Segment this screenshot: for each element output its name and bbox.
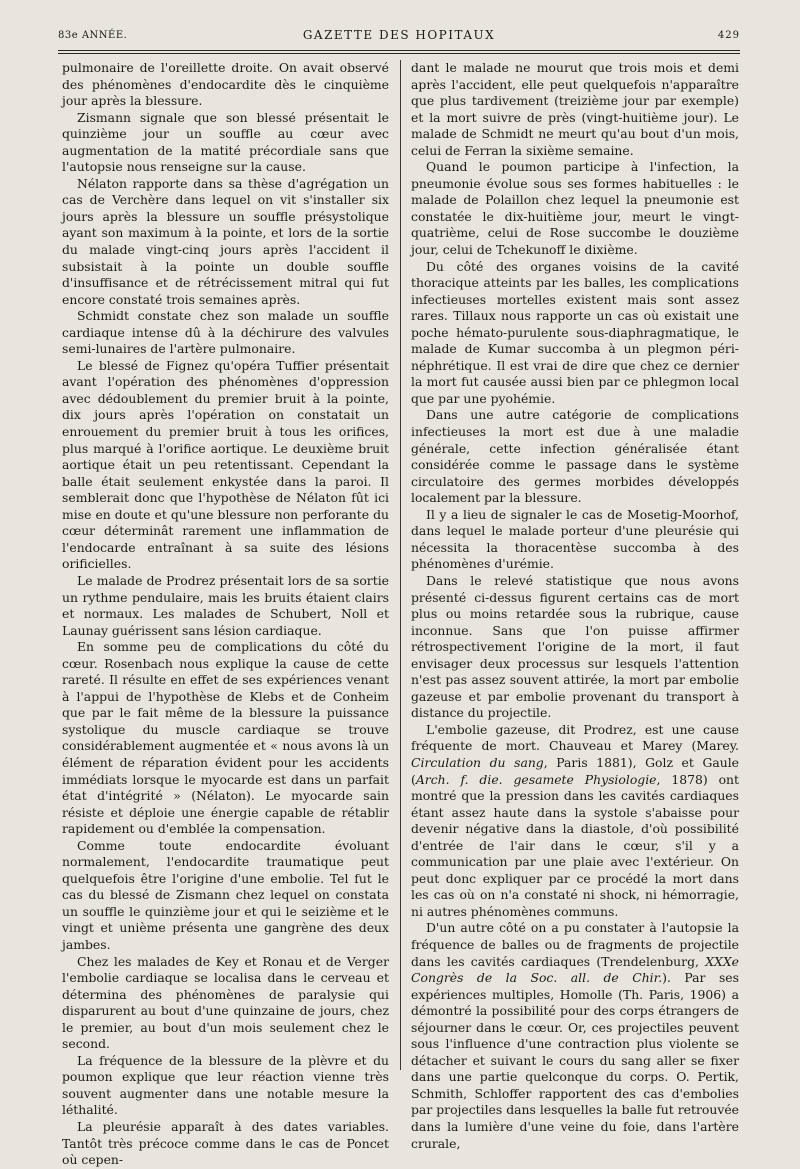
paragraph: Zismann signale que son blessé présentait le quinzième jour un souffle au cœur avec augmentation de la matité précordiale sans que l'autopsie nous renseigne sur la cause. xyxy=(62,109,389,175)
citation-title: Circulation du sang xyxy=(411,754,544,770)
paragraph: Nélaton rapporte dans sa thèse d'agrégation un cas de Verchère dans lequel on vit s'installer six jours après la blessure un souffle présystolique ayant son maximum à la pointe, et lors de la sortie du malade vingt-cinq jours après l'accident il subsistait à la pointe un double souffle d'insuffisance et de rétrécissement mitral qui fut encore constaté trois semaines après. xyxy=(62,175,389,307)
paragraph: Schmidt constate chez son malade un souffle cardiaque intense dû à la déchirure des valvules semi-lunaires de l'artère pulmonaire. xyxy=(62,308,389,357)
paragraph: Dans une autre catégorie de complications infectieuses la mort est due à une maladie générale, cette infection généralisée étant considérée comme le passage dans le système circulatoire des germes morbides développés localement par la blessure. xyxy=(411,407,739,506)
column-divider xyxy=(400,60,401,1070)
year-label: 83e ANNÉE. xyxy=(58,30,128,41)
text-run: D'un autre côté on a pu constater à l'autopsie la fréquence de balles ou de fragments de projectile dans les cavités cardiaques (Trendelenburg, xyxy=(411,920,739,969)
right-column xyxy=(411,60,739,1152)
journal-title: GAZETTE DES HOPITAUX xyxy=(302,28,496,42)
page-header xyxy=(58,28,740,46)
text-run: , Paris 1881), Golz et Gaule ( xyxy=(411,754,740,787)
left-column xyxy=(62,60,389,1169)
paragraph: Dans le relevé statistique que nous avons présenté ci-dessus figurent certains cas de mort plus ou moins retardée sous la rubrique, cause inconnue. Sans que l'on puisse affirmer rétrospectivement l'origine de la mort, il faut envisager deux processus sur lesquels l'attention n'est pas assez souvent attirée, la mort par embolie gazeuse et par embolie provenant du transport à distance du projectile. xyxy=(411,572,739,721)
paragraph-citation xyxy=(411,722,739,921)
paragraph: Le blessé de Fignez qu'opéra Tuffier présentait avant l'opération des phénomènes d'oppression avec dédoublement du premier bruit à la pointe, dix jours après l'opération on constatait un enrouement du premier bruit à tous les orifices, plus marqué à l'orifice aortique. Le deuxième bruit aortique était un peu retentissant. Cependant la balle était seulement enkystée dans la paroi. Il semblerait donc que l'hypothèse de Nélaton fût ici mise en doute et qu'une blessure non perforante du cœur déterminât rarement une inflammation de l'endocarde entraînant à sa suite des lésions orificielles. xyxy=(62,357,389,572)
citation-title: XXXe Congrès de la Soc. all. de Chir. xyxy=(411,953,739,986)
paragraph: dant le malade ne mourut que trois mois et demi après l'accident, elle peut quelquefois n'apparaître que plus tardivement (treizième jour par exemple) et la mort suivre de près (vingt-huitième jour). Le malade de Schmidt ne meurt qu'au bout d'un mois, celui de Ferran la sixième semaine. xyxy=(411,60,739,158)
paragraph: Le malade de Prodrez présentait lors de sa sortie un rythme pendulaire, mais les bruits étaient clairs et normaux. Les malades de Schubert, Noll et Launay guérissent sans lésion cardiaque. xyxy=(62,572,389,638)
paragraph: Du côté des organes voisins de la cavité thoracique atteints par les balles, les complications infectieuses mortelles existent mais sont assez rares. Tillaux nous rapporte un cas où existait une poche hémato-purulente sous-diaphragmatique, le malade de Kumar succomba à un plegmon péri-néphrétique. Il est vrai de dire que chez ce dernier la mort fut causée aussi bien par ce phlegmon local que par une pyohémie. xyxy=(411,258,739,406)
paragraph: Comme toute endocardite évoluant normalement, l'endocardite traumatique peut quelquefois être l'origine d'une embolie. Tel fut le cas du blessé de Zismann chez lequel on constata un souffle le quinzième jour et qui le seizième et le vingt et unième présenta une gangrène des deux jambes. xyxy=(62,837,389,952)
text-run: , 1878) ont montré que la pression dans les cavités cardiaques étant assez haute dans la systole s'abaisse pour devenir négative dans la diastole, d'où possibilité d'entrée de l'air dans le cœur, s'il y a communication par une plaie avec l'extérieur. On peut donc expliquer par ce procédé la mort dans les cas où on n'a constaté ni shock, ni hémorragie, ni autres phénomènes communs. xyxy=(411,771,739,919)
paragraph: Chez les malades de Key et Ronau et de Verger l'embolie cardiaque se localisa dans le cerveau et détermina des phénomènes de paralysie qui disparurent au bout d'une quinzaine de jours, chez le premier, au bout d'un mois seulement chez le second. xyxy=(62,953,389,1052)
paragraph: Il y a lieu de signaler le cas de Mosetig-Moorhof, dans lequel le malade porteur d'une pleurésie qui nécessita la thoracentèse succomba à des phénomènes d'urémie. xyxy=(411,506,739,572)
paragraph-citation xyxy=(411,920,739,1152)
paragraph: pulmonaire de l'oreillette droite. On avait observé des phénomènes d'endocardite dès le cinquième jour après la blessure. xyxy=(62,60,389,109)
paragraph: Quand le poumon participe à l'infection, la pneumonie évolue sous ses formes habituelles : le malade de Polaillon chez lequel la pneumonie est constatée le dix-huitième jour, meurt le vingt-quatrième, celui de Rose succombe le douzième jour, celui de Tchekunoff le dixième. xyxy=(411,159,739,258)
text-run: ). Par ses expériences multiples, Homolle (Th. Paris, 1906) a démontré la possibilité pour des corps étrangers de séjourner dans le cœur. Or, ces projectiles peuvent sous l'influence d'une contraction plus violente se détacher et suivant le cours du sang aller se fixer dans une partie quelconque du corps. O. Pertik, Schmith, Schloffer rapportent des cas d'embolies par projectiles dans lesquelles la balle fut retrouvée dans la lumière d'une veine du foie, dans l'artère crurale, xyxy=(411,970,740,1151)
header-rule-bottom xyxy=(58,53,740,54)
page-number: 429 xyxy=(717,30,740,41)
paragraph: En somme peu de complications du côté du cœur. Rosenbach nous explique la cause de cette rareté. Il résulte en effet de ses expériences venant à l'appui de l'hypothèse de Klebs et de Conheim que par le fait même de la blessure la puissance systolique du muscle cardiaque se trouve considérablement augmentée et « nous avons là un élément de réparation évident pour les accidents immédiats lorsque le myocarde est dans un parfait état d'intégrité » (Nélaton). Le myocarde sain résiste et déploie une énergie capable de rétablir rapidement ou d'emblée la compensation. xyxy=(62,639,389,837)
text-run: L'embolie gazeuse, dit Prodrez, est une cause fréquente de mort. Chauveau et Marey (Marey. xyxy=(411,721,739,754)
paragraph: La fréquence de la blessure de la plèvre et du poumon explique que leur réaction vienne très souvent augmenter dans une notable mesure la léthalité. xyxy=(62,1052,389,1118)
paragraph: La pleurésie apparaît à des dates variables. Tantôt très précoce comme dans le cas de Poncet où cepen- xyxy=(62,1119,389,1168)
citation-title: Arch. f. die. gesamete Physiologie xyxy=(415,771,657,787)
header-rule-top xyxy=(58,50,740,51)
